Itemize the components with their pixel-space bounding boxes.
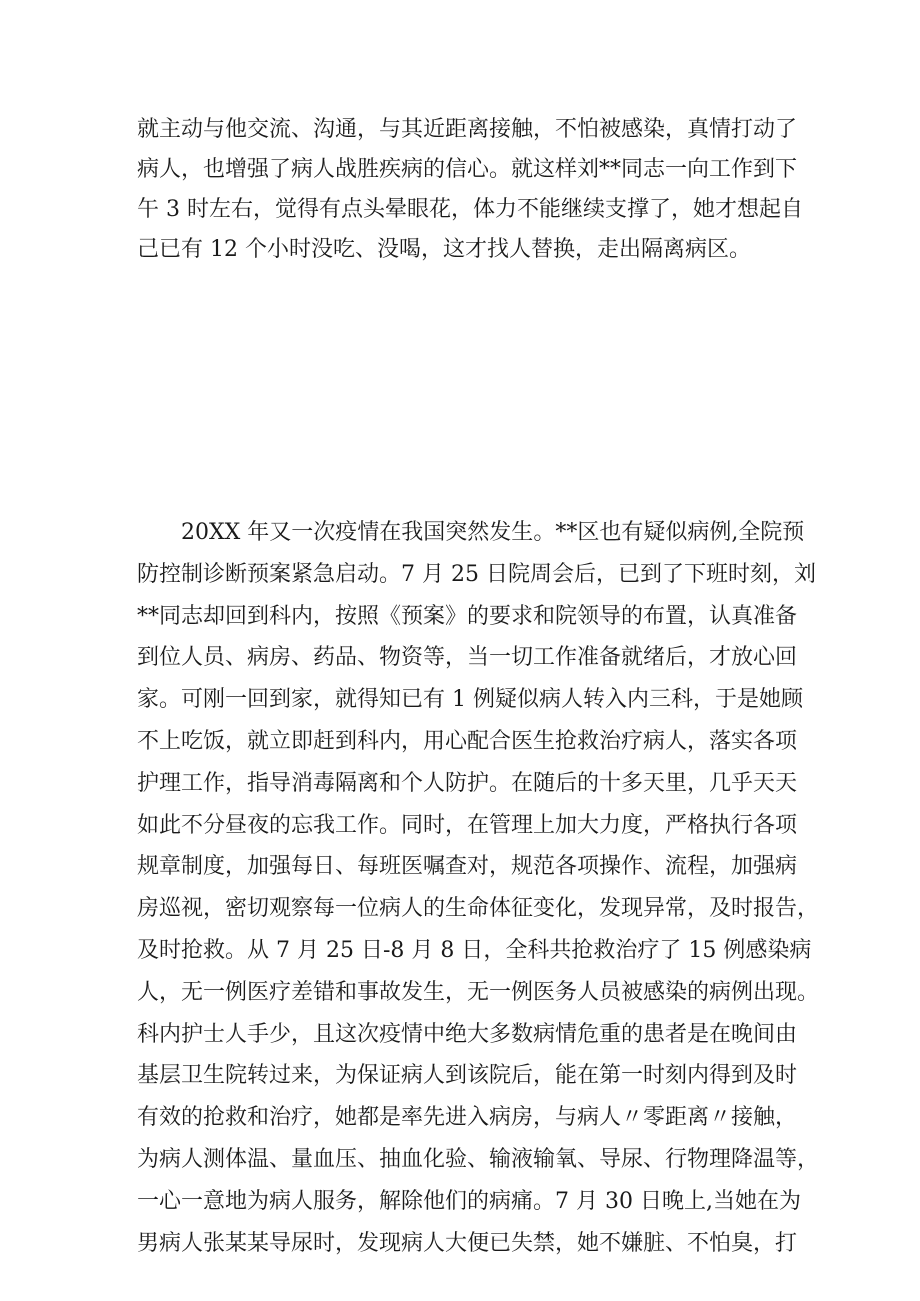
text-line: 己已有 12 个小时没吃、没喝，这才找人替换，走出隔离病区。 [137, 237, 751, 262]
text-line: 家。可刚一回到家，就得知已有 1 例疑似病人转入内三科，于是她顾 [137, 687, 803, 713]
text-line: 防控制诊断预案紧急启动。7 月 25 日院周会后，已到了下班时刻，刘 [137, 561, 816, 587]
text-line: 基层卫生院转过来，为保证病人到该院后，能在第一时刻内得到及时 [137, 1063, 798, 1089]
text-line: 不上吃饭，就立即赶到科内，用心配合医生抢救治疗病人，落实各项 [137, 728, 798, 754]
text-line: 人，无一例医疗差错和事故发生，无一例医务人员被感染的病例出现。 [137, 979, 820, 1005]
text-line: 科内护士人手少，且这次疫情中绝大多数病情危重的患者是在晚间由 [137, 1021, 798, 1047]
text-line: 护理工作，指导消毒隔离和个人防护。在随后的十多天里，几乎天天 [137, 770, 798, 796]
text-line: 一心一意地为病人服务，解除他们的病痛。7 月 30 日晚上,当她在为 [137, 1188, 801, 1214]
text-line: 20XX 年又一次疫情在我国突然发生。**区也有疑似病例,全院预 [181, 520, 805, 545]
paragraph-1 [137, 110, 803, 270]
text-line: 午 3 时左右，觉得有点头晕眼花，体力不能继续支撑了，她才想起自 [137, 197, 803, 222]
text-line: 为病人测体温、量血压、抽血化验、输液输氧、导尿、行物理降温等， [137, 1146, 820, 1172]
text-line: 如此不分昼夜的忘我工作。同时，在管理上加大力度，严格执行各项 [137, 812, 798, 838]
text-line: 房巡视，密切观察每一位病人的生命体征变化，发现异常，及时报告， [137, 896, 820, 922]
paragraph-2 [137, 512, 820, 1264]
text-line: 男病人张某某导尿时，发现病人大便已失禁，她不嫌脏、不怕臭，打 [137, 1230, 798, 1256]
text-line: **同志却回到科内，按照《预案》的要求和院领导的布置，认真准备 [137, 603, 798, 629]
text-line: 及时抢救。从 7 月 25 日-8 月 8 日，全科共抢救治疗了 15 例感染病 [137, 937, 812, 963]
text-line: 有效的抢救和治疗，她都是率先进入病房，与病人〃零距离〃接触， [137, 1105, 798, 1131]
text-line: 规章制度，加强每日、每班医嘱查对，规范各项操作、流程，加强病 [137, 854, 798, 880]
text-line: 到位人员、病房、药品、物资等，当一切工作准备就绪后，才放心回 [137, 645, 798, 671]
text-line: 就主动与他交流、沟通，与其近距离接触，不怕被感染，真情打动了 [137, 117, 798, 142]
text-line: 病人，也增强了病人战胜疾病的信心。就这样刘**同志一向工作到下 [137, 157, 798, 182]
